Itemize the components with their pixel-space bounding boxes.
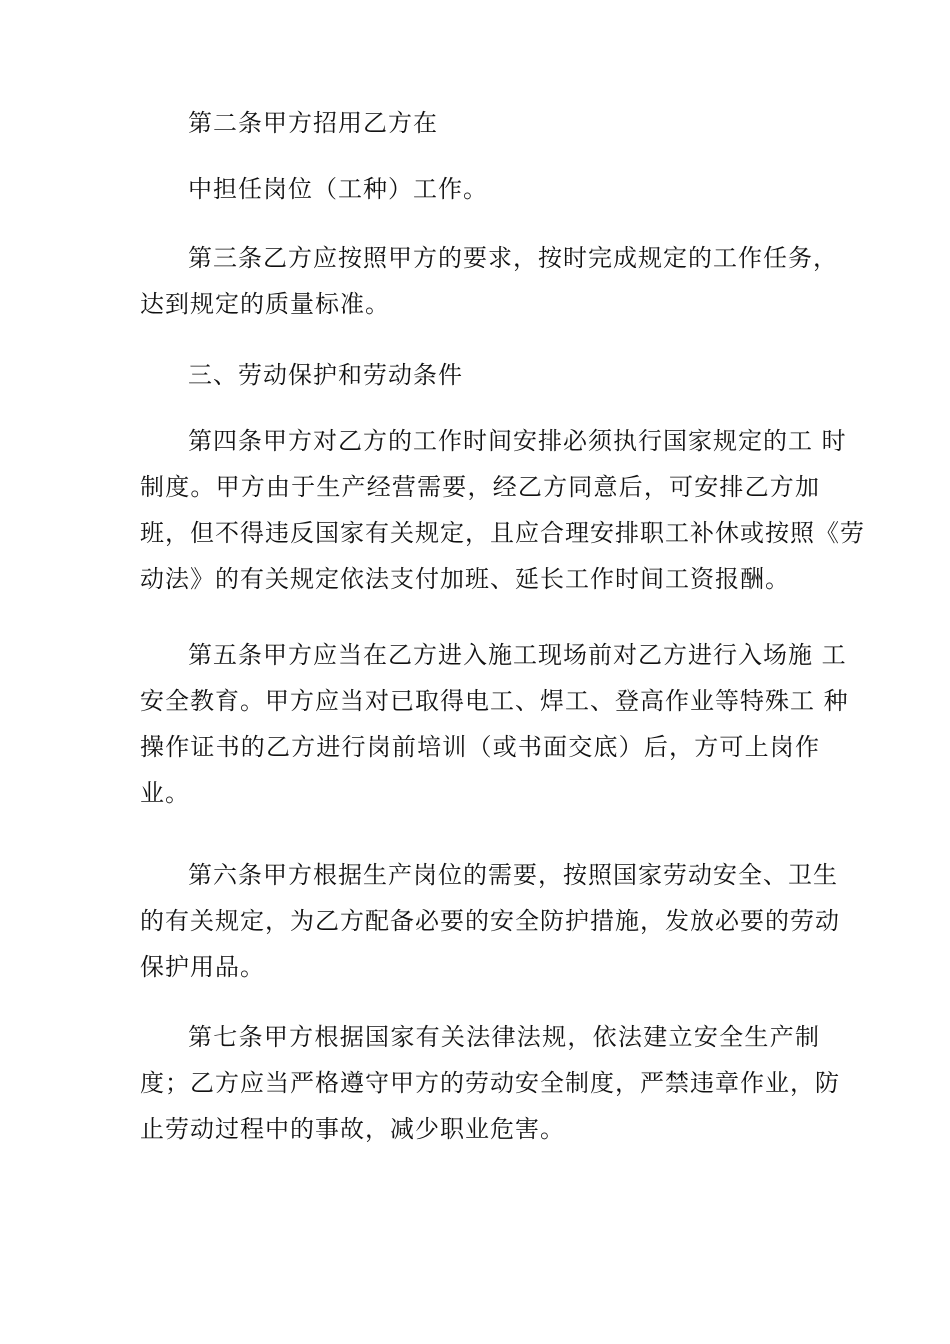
document-page (140, 0, 865, 1344)
text-line: 达到规定的质量标准。 (140, 290, 390, 318)
text-line: 三、劳动保护和劳动条件 (188, 361, 463, 389)
text-line: 制度。甲方由于生产经营需要，经乙方同意后，可安排乙方加 (140, 473, 820, 501)
article-2-part-1 (140, 100, 820, 146)
article-2-part-2 (140, 166, 820, 212)
article-4 (140, 418, 865, 602)
text-line: 第六条甲方根据生产岗位的需要，按照国家劳动安全、卫生 (188, 861, 838, 889)
text-line: 第七条甲方根据国家有关法律法规，依法建立安全生产制 (188, 1023, 820, 1051)
text-line: 班，但不得违反国家有关规定，且应合理安排职工补休或按照《劳 (140, 519, 865, 547)
text-line: 安全教育。甲方应当对已取得电工、焊工、登高作业等特殊工 种 (140, 687, 849, 715)
section-3-heading (140, 352, 820, 398)
article-5 (140, 632, 849, 816)
text-line: 第四条甲方对乙方的工作时间安排必须执行国家规定的工 时 (188, 427, 847, 455)
article-6 (140, 852, 840, 990)
text-line: 的有关规定，为乙方配备必要的安全防护措施，发放必要的劳动 (140, 907, 840, 935)
text-line: 动法》的有关规定依法支付加班、延长工作时间工资报酬。 (140, 565, 790, 593)
text-line: 中担任岗位（工种）工作。 (188, 175, 488, 203)
article-3 (140, 235, 838, 327)
text-line: 度；乙方应当严格遵守甲方的劳动安全制度，严禁违章作业，防 (140, 1069, 840, 1097)
article-7 (140, 1014, 840, 1152)
text-line: 操作证书的乙方进行岗前培训（或书面交底）后，方可上岗作 (140, 733, 820, 761)
text-line: 止劳动过程中的事故，减少职业危害。 (140, 1115, 565, 1143)
text-line: 业。 (140, 779, 190, 807)
text-line: 第二条甲方招用乙方在 (188, 109, 438, 137)
text-line: 保护用品。 (140, 953, 265, 981)
text-line: 第五条甲方应当在乙方进入施工现场前对乙方进行入场施 工 (188, 641, 847, 669)
text-line: 第三条乙方应按照甲方的要求，按时完成规定的工作任务， (188, 244, 838, 272)
